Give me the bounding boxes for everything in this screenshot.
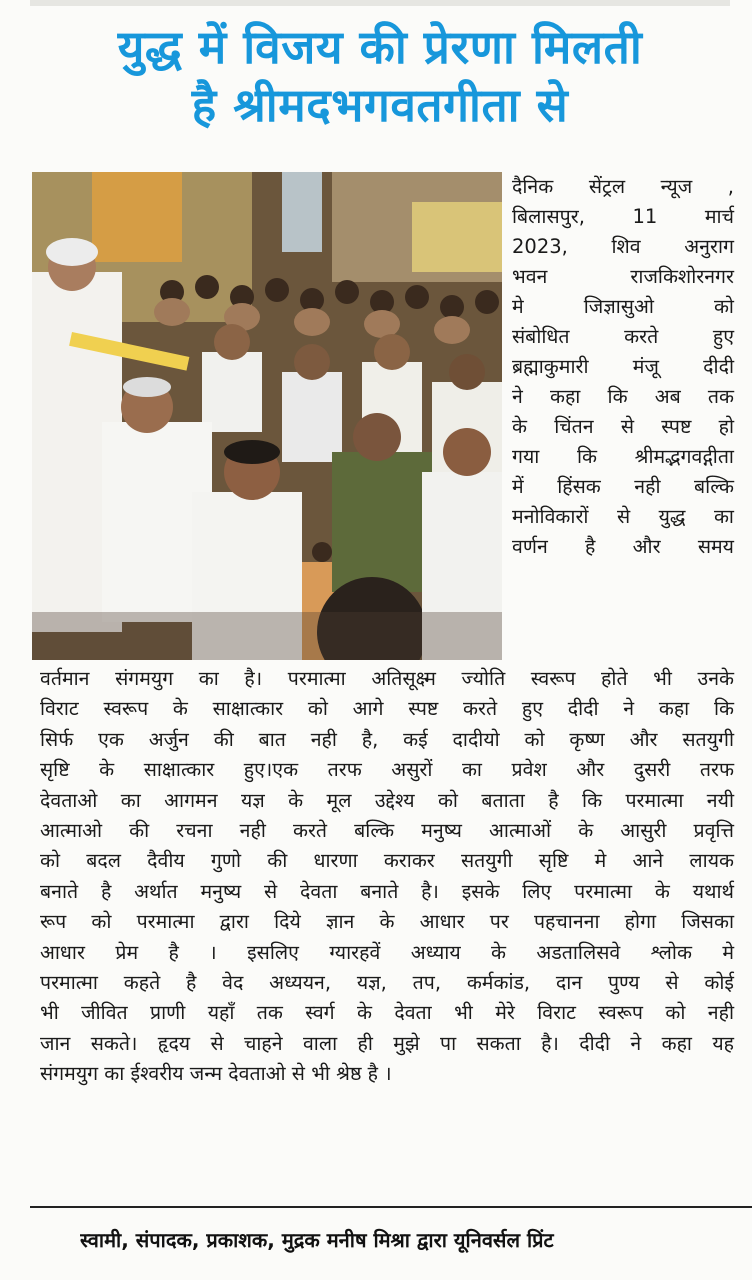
event-photo xyxy=(32,172,502,660)
body-line: जान सकते। हृदय से चाहने वाला ही मुझे पा सकता है। दीदी ने कहा यह xyxy=(40,1031,734,1055)
intro-line: मे जिज्ञासुओ को xyxy=(512,295,734,318)
body-line: वर्तमान संगमयुग का है। परमात्मा अतिसूक्ष्म ज्योति स्वरूप होते भी उनके xyxy=(40,667,734,690)
headline-line-2: है श्रीमदभगवतगीता से xyxy=(191,78,569,132)
intro-line: में हिंसक नही बल्कि xyxy=(512,475,734,498)
body-line: आधार प्रेम है । इसलिए ग्यारहवें अध्याय के अडतालिसवे श्लोक मे xyxy=(40,940,734,964)
body-line: देवताओ का आगमन यज्ञ के मूल उद्देश्य को बताता है कि परमात्मा नयी xyxy=(40,788,734,812)
body-line: संगमयुग का ईश्वरीय जन्म देवताओ से भी श्रेष्ठ है । xyxy=(40,1062,392,1086)
intro-line: 2023, शिव अनुराग xyxy=(512,235,734,258)
intro-line: गया कि श्रीमद्भगवद्गीता xyxy=(512,445,734,468)
article-body xyxy=(40,664,734,1089)
body-line: रूप को परमात्मा द्वारा दिये ज्ञान के आधार पर पहचानना होगा जिसका xyxy=(40,910,734,934)
intro-line: बिलासपुर, 11 मार्च xyxy=(512,205,734,228)
imprint-footer: स्वामी, संपादक, प्रकाशक, मुद्रक मनीष मिश्रा द्वारा यूनिवर्सल प्रिंट xyxy=(80,1228,554,1252)
top-margin-strip xyxy=(30,0,730,6)
footer-divider xyxy=(30,1206,752,1208)
body-line: परमात्मा कहते है वेद अध्ययन, यज्ञ, तप, कर्मकांड, दान पुण्य से कोई xyxy=(40,970,734,994)
intro-line: मनोविकारों से युद्ध का xyxy=(512,505,734,528)
intro-line: दैनिक सेंट्रल न्यूज , xyxy=(512,175,734,198)
intro-line: ब्रह्माकुमारी मंजू दीदी xyxy=(512,355,734,378)
body-line: को बदल दैवीय गुणो की धारणा कराकर सतयुगी सृष्टि मे आने लायक xyxy=(40,849,734,873)
intro-line: के चिंतन से स्पष्ट हो xyxy=(512,415,734,438)
body-line: सृष्टि के साक्षात्कार हुए।एक तरफ असुरों का प्रवेश और दुसरी तरफ xyxy=(40,758,734,782)
body-line: आत्माओ की रचना नही करते बल्कि मनुष्य आत्माओं के आसुरी प्रवृत्ति xyxy=(40,818,734,842)
audience-photo-illustration xyxy=(32,172,502,660)
intro-column xyxy=(512,172,734,562)
intro-line: संबोधित करते हुए xyxy=(512,325,734,348)
body-line: भी जीवित प्राणी यहाँ तक स्वर्ग के देवता भी मेरे विराट स्वरूप को नही xyxy=(40,1001,734,1025)
intro-line: ने कहा कि अब तक xyxy=(512,385,734,408)
body-line: विराट स्वरूप के साक्षात्कार को आगे स्पष्ट करते हुए दीदी ने कहा कि xyxy=(40,697,734,721)
body-line: सिर्फ एक अर्जुन की बात नही है, कई दादीयो को कृष्ण और सतयुगी xyxy=(40,727,734,751)
body-line: बनाते है अर्थात मनुष्य से देवता बनाते है। इसके लिए परमात्मा के यथार्थ xyxy=(40,879,734,903)
intro-line: वर्णन है और समय xyxy=(512,535,734,558)
intro-line: भवन राजकिशोरनगर xyxy=(512,265,734,288)
headline-line-1: युद्ध में विजय की प्रेरणा मिलती xyxy=(117,20,643,74)
headline xyxy=(30,18,730,134)
